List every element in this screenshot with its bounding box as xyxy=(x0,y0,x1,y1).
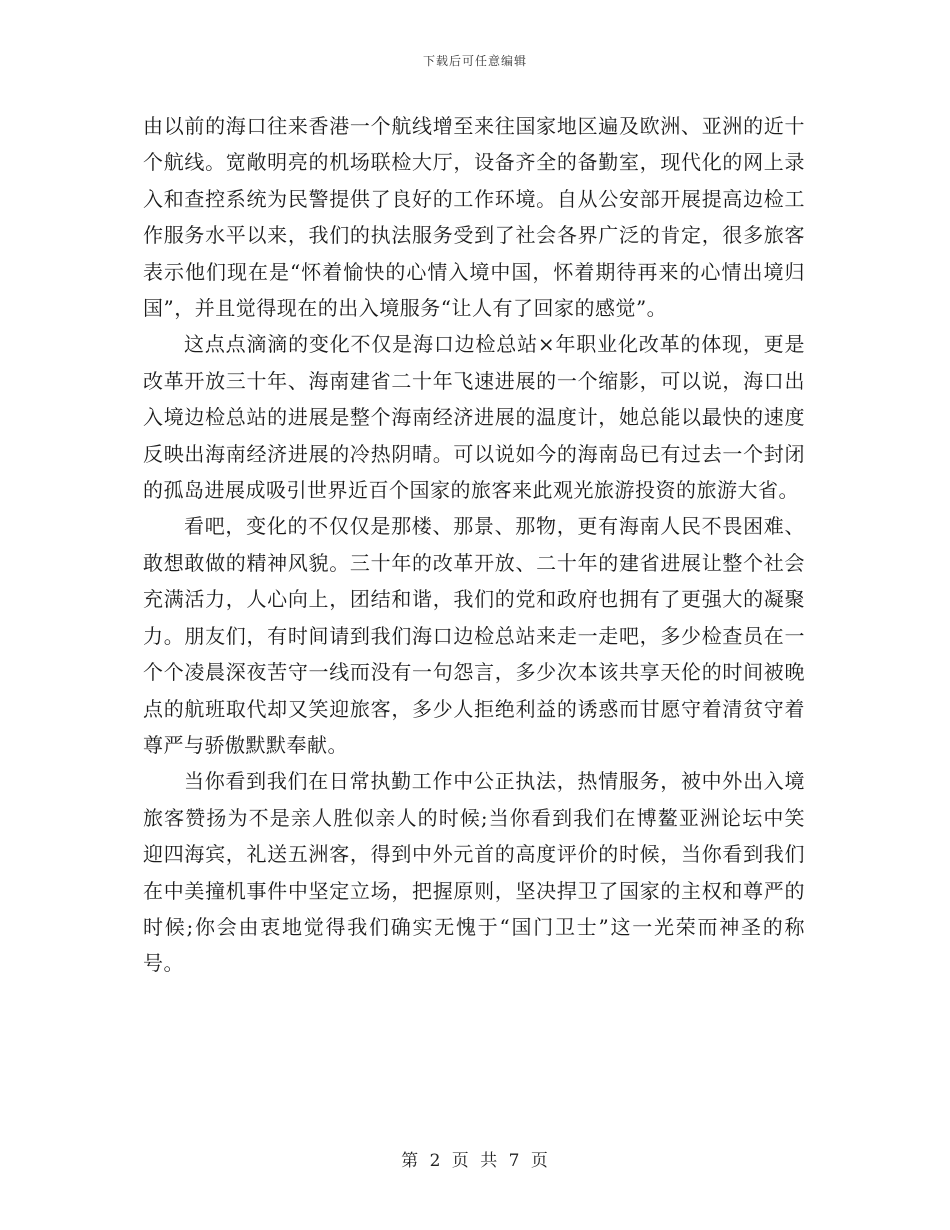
body-paragraph: 当你看到我们在日常执勤工作中公正执法，热情服务，被中外出入境旅客赞扬为不是亲人胜似亲人的时候;当你看到我们在博鳌亚洲论坛中笑迎四海宾，礼送五洲客，得到中外元首的高度评价的时候，当你看到我们在中美撞机事件中坚定立场，把握原则，坚决捍卫了国家的主权和尊严的时候;你会由衷地觉得我们确实无愧于“国门卫士”这一光荣而神圣的称号。 xyxy=(143,769,805,976)
document-body xyxy=(143,108,805,982)
body-paragraph: 看吧，变化的不仅仅是那楼、那景、那物，更有海南人民不畏困难、敢想敢做的精神风貌。三十年的改革开放、二十年的建省进展让整个社会充满活力，人心向上，团结和谐，我们的党和政府也拥有了更强大的凝聚力。朋友们，有时间请到我们海口边检总站来走一走吧，多少检查员在一个个凌晨深夜苦守一线而没有一句怨言，多少次本该共享天伦的时间被晚点的航班取代却又笑迎旅客，多少人拒绝利益的诱惑而甘愿守着清贫守着尊严与骄傲默默奉献。 xyxy=(143,514,805,757)
page-header-note: 下载后可任意编辑 xyxy=(422,54,527,68)
page-number: 第 2 页 共 7 页 xyxy=(401,1151,549,1171)
body-paragraph: 这点点滴滴的变化不仅是海口边检总站×年职业化改革的体现，更是改革开放三十年、海南建省二十年飞速进展的一个缩影，可以说，海口出入境边检总站的进展是整个海南经济进展的温度计，她总能以最快的速度反映出海南经济进展的冷热阴晴。可以说如今的海南岛已有过去一个封闭的孤岛进展成吸引世界近百个国家的旅客来此观光旅游投资的旅游大省。 xyxy=(143,332,805,503)
body-paragraph: 由以前的海口往来香港一个航线增至来往国家地区遍及欧洲、亚洲的近十个航线。宽敞明亮的机场联检大厅，设备齐全的备勤室，现代化的网上录入和查控系统为民警提供了良好的工作环境。自从公安部开展提高边检工作服务水平以来，我们的执法服务受到了社会各界广泛的肯定，很多旅客表示他们现在是“怀着愉快的心情入境中国，怀着期待再来的心情出境归国”，并且觉得现在的出入境服务“让人有了回家的感觉”。 xyxy=(143,114,805,321)
